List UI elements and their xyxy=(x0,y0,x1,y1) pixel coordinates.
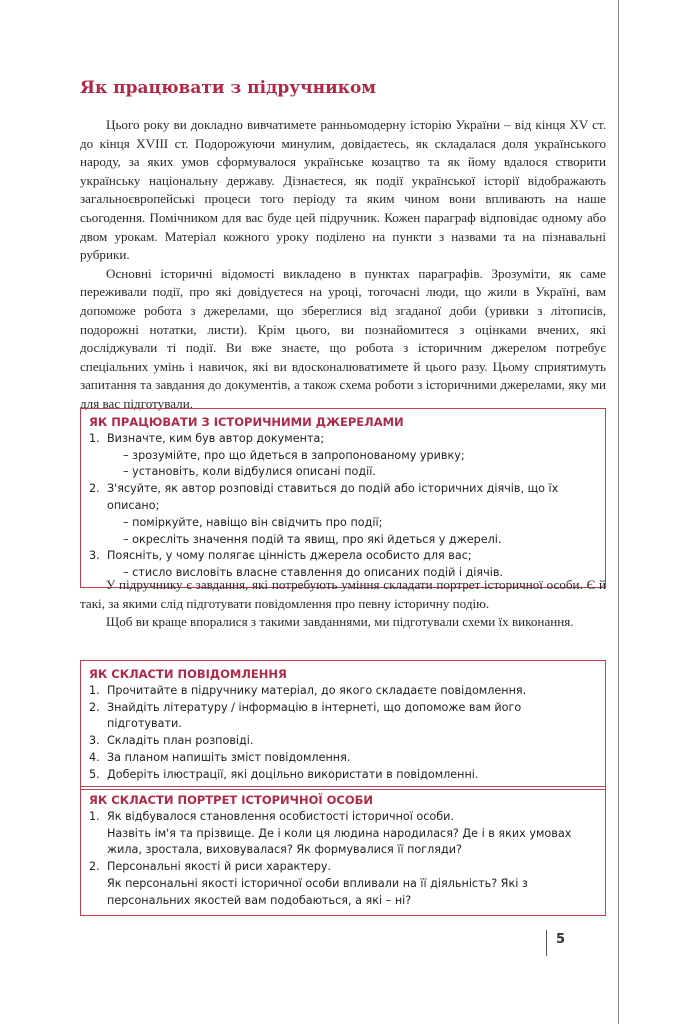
list-item xyxy=(89,683,597,700)
list-item xyxy=(89,809,597,859)
list-item xyxy=(89,859,597,909)
item-text: Персональні якості й риси характеру. xyxy=(107,860,331,874)
portrait-box-title: ЯК СКЛАСТИ ПОРТРЕТ ІСТОРИЧНОЇ ОСОБИ xyxy=(89,793,374,807)
item-text: Прочитайте в підручнику матеріал, до якого складаєте повідомлення. xyxy=(107,683,527,697)
item-sub: – зрозумійте, про що йдеться в запропонованому уривку; xyxy=(123,448,465,462)
report-box xyxy=(80,660,606,790)
intro-paragraph-2: Основні історичні відомості викладено в пунктах параграфів. Зрозуміти, як саме переживали події, про які довідуєтеся на уроці, тогочасні люди, що жили в Україні, вам допоможе робота з джерелами, що збереглися від згаданої доби (уривки з літописів, подорожні нотатки, листи). Крім цього, ви познайомитеся з оцінками вчених, які досліджували ті події. Ви вже знаєте, що робота з історичним джерелом потребує спеціальних умінь і навичок, які ви вдосконалюватимете й цього разу. Цьому сприятимуть запитання та завдання до документів, а також схема роботи з історичними джерелами, яку ми для вас підготували. xyxy=(80,265,606,411)
item-text: Складіть план розповіді. xyxy=(107,734,254,748)
page-number-divider xyxy=(546,930,547,956)
item-sub: – установіть, коли відбулися описані події. xyxy=(123,465,376,479)
item-text: Як відбувалося становлення особистості історичної особи. xyxy=(107,809,454,823)
item-number: 1. xyxy=(89,809,100,823)
item-number: 2. xyxy=(89,860,100,874)
item-number: 1. xyxy=(89,431,100,445)
sources-list xyxy=(89,431,597,582)
item-number: 3. xyxy=(89,549,100,563)
item-sub: – стисло висловіть власне ставлення до описаних подій і діячів. xyxy=(123,566,504,580)
item-continuation: Як персональні якості історичної особи впливали на її діяльність? Які з персональних якостей вам подобаються, а які – ні? xyxy=(107,876,528,907)
page-edge-line xyxy=(618,0,619,1024)
list-item xyxy=(89,767,597,784)
item-text: З'ясуйте, як автор розповіді ставиться до подій або історичних діячів, що їх описано; xyxy=(107,482,559,512)
middle-paragraph-1: У підручнику є завдання, які потребують уміння складати портрет історичної особи. Є й такі, за якими слід підготувати повідомлення про певну історичну подію. xyxy=(80,577,606,611)
list-item xyxy=(89,750,597,767)
item-text: Знайдіть літературу / інформацію в інтернеті, що допоможе вам його підготувати. xyxy=(107,700,522,731)
portrait-list xyxy=(89,809,597,910)
item-number: 3. xyxy=(89,734,100,748)
item-number: 2. xyxy=(89,700,100,714)
portrait-box xyxy=(80,786,606,916)
item-number: 4. xyxy=(89,750,100,764)
item-continuation: Назвіть ім'я та прізвище. Де і коли ця людина народилася? Де і в яких умовах жила, зростала, виховувалася? Як формувалися її погляди? xyxy=(107,826,572,857)
item-number: 1. xyxy=(89,683,100,697)
middle-paragraph-2: Щоб ви краще впоралися з такими завданнями, ми підготували схеми їх виконання. xyxy=(106,614,574,630)
item-text: Поясніть, у чому полягає цінність джерела особисто для вас; xyxy=(107,549,472,563)
item-number: 5. xyxy=(89,767,100,781)
list-item xyxy=(89,733,597,750)
list-item xyxy=(89,431,597,481)
item-sub: – поміркуйте, навіщо він свідчить про події; xyxy=(123,515,383,529)
list-item xyxy=(89,481,597,548)
list-item xyxy=(89,700,597,734)
report-box-title: ЯК СКЛАСТИ ПОВІДОМЛЕННЯ xyxy=(89,667,287,681)
page-title: Як працювати з підручником xyxy=(80,78,377,98)
item-sub: – окресліть значення подій та явищ, про які йдеться у джерелі. xyxy=(123,532,502,546)
sources-box xyxy=(80,408,606,588)
item-text: Визначте, ким був автор документа; xyxy=(107,431,325,445)
intro-text xyxy=(80,116,606,414)
item-number: 2. xyxy=(89,482,100,496)
sources-box-title: ЯК ПРАЦЮВАТИ З ІСТОРИЧНИМИ ДЖЕРЕЛАМИ xyxy=(89,415,404,429)
intro-paragraph-1: Цього року ви докладно вивчатимете ранньомодерну історію України – від кінця XV ст. до кінця XVIII ст. Подорожуючи минулим, довідаєтесь, як складалася доля українського народу, за яких умов сформувалося українське козацтво та як йому вдалося створити українську національну державу. Дізнаєтеся, як події української історії відображають загальноєвропейські процеси того періоду та яким чином вони впливають на наше сьогодення. Помічником для вас буде цей підручник. Кожен параграф відповідає одному або двом урокам. Матеріал кожного уроку поділено на пункти з назвами та на пізнавальні рубрики. xyxy=(80,117,606,263)
item-text: За планом напишіть зміст повідомлення. xyxy=(107,750,351,764)
page-number: 5 xyxy=(556,932,566,947)
middle-text xyxy=(80,576,606,632)
item-text: Доберіть ілюстрації, які доцільно використати в повідомленні. xyxy=(107,767,479,781)
report-list xyxy=(89,683,597,784)
